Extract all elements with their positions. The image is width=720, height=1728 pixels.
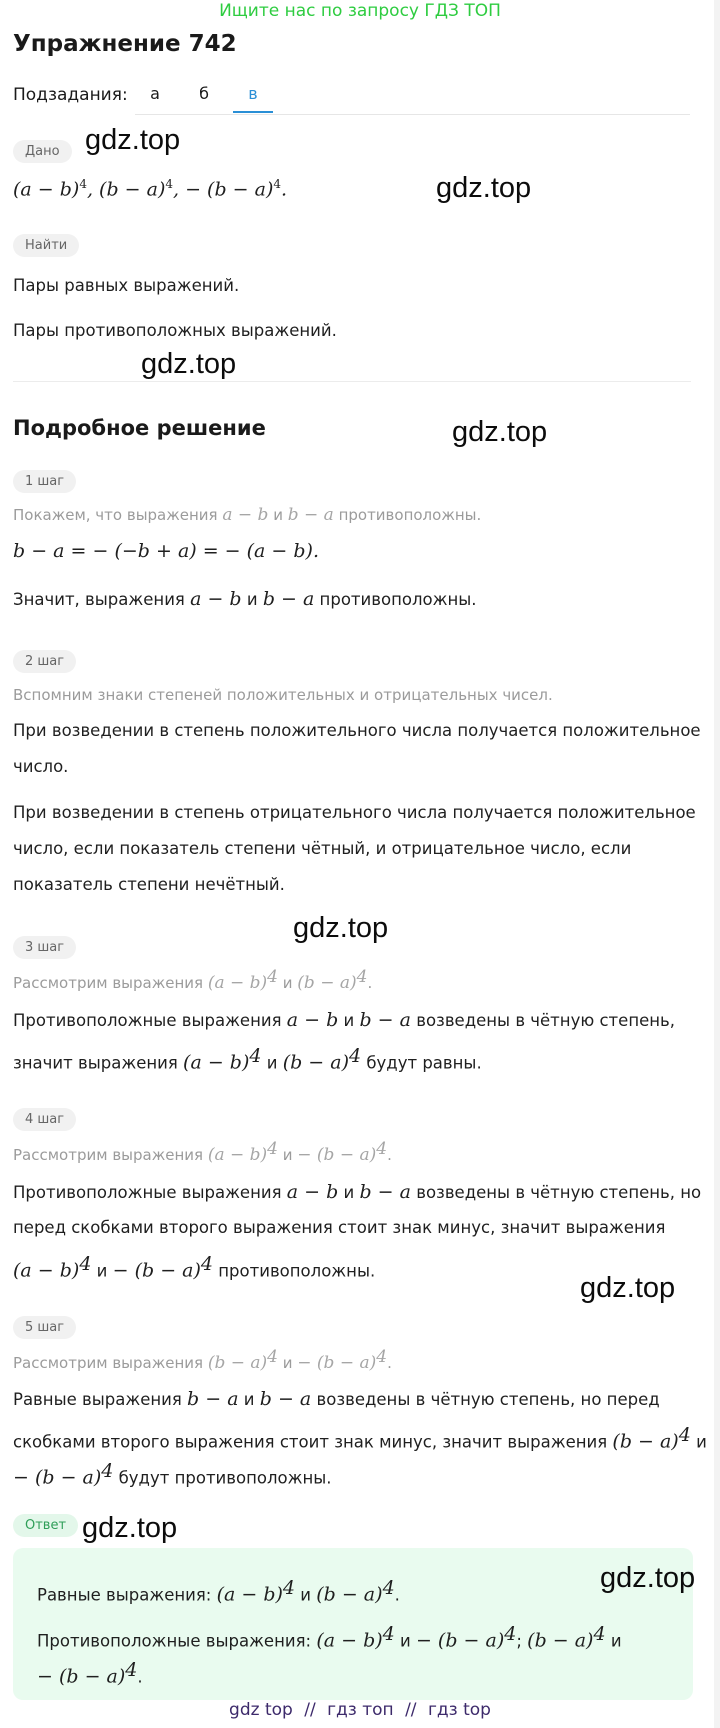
given-exp-1: 4 <box>79 177 87 191</box>
step-3-l2-text: значит выражения <box>13 1053 184 1073</box>
answer-l1-and: и <box>295 1585 317 1605</box>
watermark: gdz.top <box>82 1512 178 1544</box>
answer-l2-exp-2: 4 <box>504 1623 517 1645</box>
step-1-hint-text: Покажем, что выражения <box>13 506 223 524</box>
step-4-l1-and: и <box>338 1183 360 1202</box>
step-3-l2-exp-1: 4 <box>249 1045 262 1067</box>
step-5-l1-math-2: b − a <box>259 1388 312 1410</box>
step-1-hint-math-2: b − a <box>287 505 334 525</box>
step-3-l2-math-1: (a − b) <box>183 1051 250 1074</box>
step-4-l3-exp-2: 4 <box>200 1253 214 1275</box>
solution-title: Подробное решение <box>13 416 266 440</box>
step-3-pill: 3 шаг <box>13 936 76 959</box>
step-4-l1-math-2: b − a <box>359 1181 411 1203</box>
step-5-l2-exp: 4 <box>678 1424 691 1446</box>
answer-line-3 <box>37 1652 143 1696</box>
step-5-l1-math-1: b − a <box>187 1388 239 1410</box>
step-1-conc-math-1: a − b <box>190 588 242 610</box>
step-5-line-1 <box>13 1381 660 1418</box>
page-edge <box>714 0 720 1728</box>
watermark: gdz.top <box>141 348 237 380</box>
find-pill: Найти <box>13 234 79 257</box>
step-1-conc-and: и <box>241 590 263 609</box>
page-title: Упражнение 742 <box>13 31 237 57</box>
step-4-hint <box>13 1139 392 1165</box>
step-5-hint-and: и <box>277 1354 298 1372</box>
watermark: gdz.top <box>452 416 548 448</box>
step-3-l1-math-1: a − b <box>286 1009 339 1031</box>
step-1-hint-math-1: a − b <box>222 505 269 525</box>
step-1-equation: b − a = − (−b + a) = − (a − b). <box>13 540 319 562</box>
footer-separator: // <box>304 1700 316 1720</box>
answer-l1-math-1: (a − b) <box>216 1583 283 1606</box>
step-3-hint <box>13 967 372 993</box>
step-3-line-1 <box>13 1002 675 1039</box>
answer-l2-text: Противоположные выражения: <box>37 1631 317 1651</box>
step-3-line-2 <box>13 1038 482 1082</box>
step-4-l1-math-1: a − b <box>286 1181 339 1203</box>
step-5-l1-and: и <box>238 1390 260 1409</box>
given-expr-end: . <box>281 178 288 201</box>
step-5-l3-math: − (b − a) <box>13 1466 102 1489</box>
step-1-pill: 1 шаг <box>13 470 76 493</box>
watermark: gdz.top <box>580 1272 676 1304</box>
step-5-l2-and: и <box>690 1432 707 1452</box>
step-1-hint-end: противоположны. <box>333 506 482 524</box>
find-line-2: Пары противоположных выражений. <box>13 321 337 340</box>
step-1-conc-end: противоположны. <box>314 590 477 609</box>
footer-link-1[interactable]: gdz top <box>229 1700 293 1720</box>
step-4-l1-text: Противоположные выражения <box>13 1183 287 1202</box>
step-5-l3-end: будут противоположны. <box>113 1468 332 1488</box>
step-2-pill: 2 шаг <box>13 650 76 673</box>
search-banner[interactable]: Ищите нас по запросу ГДЗ ТОП <box>219 1 501 21</box>
step-5-pill: 5 шаг <box>13 1316 76 1339</box>
footer-links <box>0 1700 720 1720</box>
step-5-l3-exp: 4 <box>101 1460 114 1482</box>
watermark: gdz.top <box>85 124 181 156</box>
step-1-hint <box>13 505 481 525</box>
answer-pill: Ответ <box>13 1514 78 1537</box>
step-3-hint-exp-1: 4 <box>267 967 278 987</box>
answer-l1-math-2: (b − a) <box>316 1583 383 1606</box>
given-expression <box>13 177 287 200</box>
step-1-conc-text: Значит, выражения <box>13 590 191 609</box>
footer-link-2[interactable]: гдз топ <box>327 1700 394 1720</box>
given-expr-2: , (b − a) <box>86 178 166 201</box>
step-3-hint-exp-2: 4 <box>356 967 368 987</box>
given-exp-3: 4 <box>273 177 282 191</box>
step-4-line-1 <box>13 1174 701 1211</box>
answer-l1-end: . <box>394 1585 400 1605</box>
step-5-hint-exp-2: 4 <box>376 1347 388 1367</box>
step-1-conclusion <box>13 581 477 618</box>
step-5-l2-math: (b − a) <box>612 1430 679 1453</box>
step-3-l1-end: возведены в чётную степень, <box>410 1011 676 1030</box>
answer-l3-exp: 4 <box>125 1659 138 1681</box>
step-4-line-3 <box>13 1246 375 1290</box>
step-5-hint-exp-1: 4 <box>267 1347 278 1367</box>
answer-l2-math-2: − (b − a) <box>415 1629 505 1652</box>
step-3-l2-and: и <box>261 1053 283 1073</box>
step-4-l3-math-1: (a − b) <box>13 1259 80 1282</box>
step-1-hint-and: и <box>268 506 288 524</box>
step-3-hint-math-2: (b − a) <box>297 973 357 993</box>
step-5-hint-text: Рассмотрим выражения <box>13 1354 208 1372</box>
subtasks-tabs <box>135 80 690 115</box>
step-5-hint <box>13 1347 392 1373</box>
tab-b[interactable]: б <box>199 84 209 103</box>
answer-l1-exp-1: 4 <box>282 1577 296 1599</box>
answer-l2-math-3: (b − a) <box>527 1629 594 1652</box>
step-3-hint-math-1: (a − b) <box>207 973 268 993</box>
step-3-l2-exp-2: 4 <box>349 1045 362 1067</box>
given-expr-3: , − (b − a) <box>173 178 274 201</box>
answer-l2-exp-3: 4 <box>593 1623 606 1645</box>
tab-a[interactable]: а <box>150 84 160 103</box>
step-3-l1-and: и <box>338 1011 360 1030</box>
step-4-hint-end: . <box>387 1146 392 1164</box>
watermark: gdz.top <box>436 172 532 204</box>
step-4-hint-text: Рассмотрим выражения <box>13 1146 208 1164</box>
given-expr-1: (a − b) <box>13 178 80 201</box>
answer-l3-end: . <box>137 1667 143 1687</box>
answer-l1-text: Равные выражения: <box>37 1585 217 1605</box>
step-4-hint-exp-2: 4 <box>376 1139 388 1159</box>
find-line-1: Пары равных выражений. <box>13 276 240 295</box>
step-4-line-2: перед скобками второго выражения стоит знак минус, значит выражения <box>13 1218 666 1237</box>
step-4-hint-and: и <box>277 1146 298 1164</box>
watermark: gdz.top <box>293 912 389 944</box>
step-2-p2-line-1: При возведении в степень отрицательного числа получается положительное <box>13 803 696 822</box>
footer-link-3[interactable]: гдз top <box>427 1700 491 1720</box>
step-4-hint-math-2: − (b − a) <box>297 1145 377 1165</box>
step-2-p2-line-3: показатель степени нечётный. <box>13 875 285 894</box>
footer-separator: // <box>405 1700 417 1720</box>
answer-l2-exp-1: 4 <box>382 1623 395 1645</box>
step-4-l3-end: противоположны. <box>213 1261 376 1281</box>
answer-l2-and-2: и <box>605 1631 622 1651</box>
answer-l1-exp-2: 4 <box>382 1577 395 1599</box>
tab-v[interactable]: в <box>233 84 273 113</box>
step-3-l1-text: Противоположные выражения <box>13 1011 287 1030</box>
step-5-line-3 <box>13 1453 332 1497</box>
step-5-hint-math-1: (b − a) <box>207 1353 268 1373</box>
answer-l2-sep: ; <box>516 1631 528 1651</box>
step-5-l1-text: Равные выражения <box>13 1390 188 1409</box>
subtasks-label: Подзадания: <box>13 85 128 105</box>
section-divider <box>13 381 691 382</box>
step-3-hint-end: . <box>367 974 373 992</box>
step-4-hint-math-1: (a − b) <box>207 1145 268 1165</box>
answer-l2-and: и <box>394 1631 416 1651</box>
step-2-p2-line-2: число, если показатель степени чётный, и отрицательное число, если <box>13 839 632 858</box>
step-5-l2-text: скобками второго выражения стоит знак минус, значит выражения <box>13 1432 613 1452</box>
step-1-conc-math-2: b − a <box>262 588 315 610</box>
answer-line-1 <box>37 1570 400 1614</box>
step-4-l3-exp-1: 4 <box>79 1253 92 1275</box>
given-exp-2: 4 <box>165 177 174 191</box>
watermark: gdz.top <box>600 1562 696 1594</box>
step-5-hint-math-2: − (b − a) <box>297 1353 377 1373</box>
given-pill: Дано <box>13 140 72 163</box>
step-3-hint-and: и <box>277 974 298 992</box>
step-4-l1-end: возведены в чётную степень, но <box>410 1183 702 1202</box>
step-3-hint-text: Рассмотрим выражения <box>13 974 208 992</box>
answer-l2-math-1: (a − b) <box>316 1629 383 1652</box>
step-4-l3-and: и <box>91 1261 113 1281</box>
step-4-l3-math-2: − (b − a) <box>112 1259 201 1282</box>
answer-l3-math: − (b − a) <box>37 1665 126 1688</box>
step-2-p1-line-1: При возведении в степень положительного числа получается положительное <box>13 721 701 740</box>
step-3-l2-math-2: (b − a) <box>282 1051 350 1074</box>
step-5-l1-end: возведены в чётную степень, но перед <box>311 1390 660 1409</box>
step-4-hint-exp-1: 4 <box>267 1139 278 1159</box>
step-3-l2-end: будут равны. <box>361 1053 482 1073</box>
step-5-hint-end: . <box>387 1354 392 1372</box>
step-2-p1-line-2: число. <box>13 757 69 776</box>
step-3-l1-math-2: b − a <box>359 1009 411 1031</box>
step-2-hint: Вспомним знаки степеней положительных и отрицательных чисел. <box>13 686 553 704</box>
step-4-pill: 4 шаг <box>13 1108 76 1131</box>
